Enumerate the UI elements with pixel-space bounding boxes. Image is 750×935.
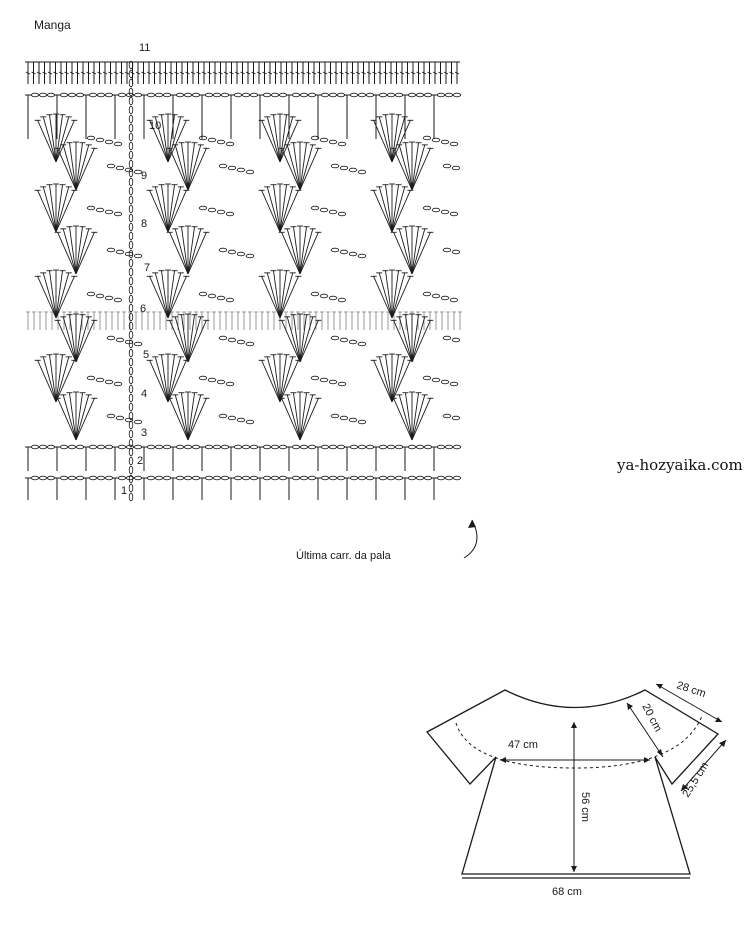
- top-width-label: 47 cm: [508, 739, 538, 751]
- row-number-6: 6: [140, 303, 147, 315]
- row-number-4: 4: [141, 388, 148, 400]
- chart-title: Manga: [34, 18, 71, 32]
- sleeve-outer-label: 28 cm: [675, 679, 708, 701]
- bottom-width-label: 68 cm: [552, 886, 582, 898]
- bottom-caption: Última carr. da pala: [296, 550, 391, 562]
- row-number-3: 3: [141, 427, 148, 439]
- row-number-1: 1: [121, 485, 128, 497]
- row-number-5: 5: [143, 349, 150, 361]
- row-number-2: 2: [137, 455, 144, 467]
- row-number-10: 10: [149, 120, 162, 132]
- row-number-7: 7: [144, 262, 151, 274]
- sleeve-side-label: 25,5 cm: [680, 760, 712, 800]
- garment-outline: [427, 690, 718, 874]
- sleeve-inner-label: 20 cm: [639, 701, 665, 734]
- length-label: 56 cm: [579, 792, 591, 822]
- row-number-11: 11: [139, 42, 151, 54]
- watermark-text: ya-hozyaika.com: [617, 456, 743, 474]
- row-number-8: 8: [141, 218, 148, 230]
- row-number-9: 9: [141, 170, 148, 182]
